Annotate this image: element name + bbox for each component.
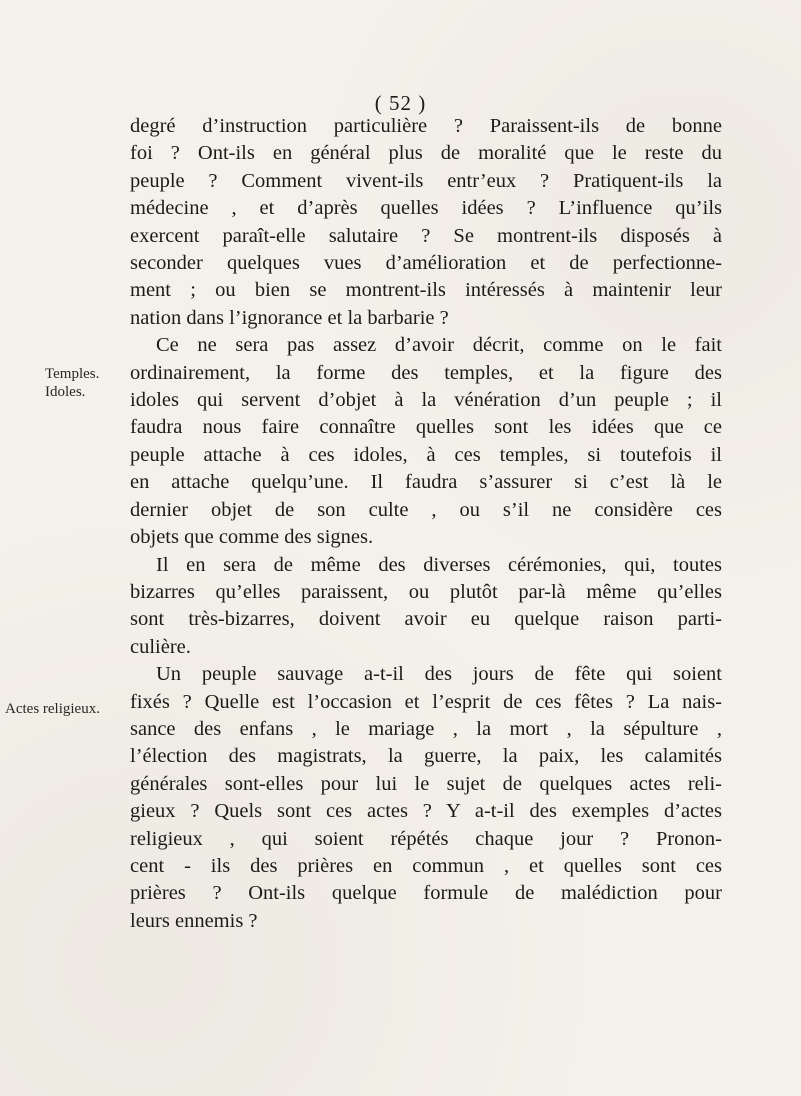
text-line: leurs ennemis ? — [130, 909, 258, 932]
paragraph-4 — [130, 661, 722, 935]
text-line: sont très-bizarres, doivent avoir eu quelque raison parti- — [130, 608, 722, 631]
text-line: médecine , et d’après quelles idées ? L’influence qu’ils — [130, 197, 722, 220]
text-line: idoles qui servent d’objet à la vénération d’un peuple ; il — [130, 389, 722, 412]
text-line: peuple attache à ces idoles, à ces temples, si toutefois il — [130, 443, 722, 466]
text-line: faudra nous faire connaître quelles sont les idées que ce — [130, 416, 722, 439]
text-line: gieux ? Quels sont ces actes ? Y a-t-il des exemples d’actes — [130, 800, 722, 823]
text-line: Un peuple sauvage a-t-il des jours de fête qui soient — [156, 663, 722, 686]
text-line: ordinairement, la forme des temples, et la figure des — [130, 361, 722, 384]
text-line: Il en sera de même des diverses cérémonies, qui, toutes — [156, 553, 722, 576]
text-line: l’élection des magistrats, la guerre, la paix, les calamités — [130, 745, 722, 768]
text-line: bizarres qu’elles paraissent, ou plutôt par-là même qu’elles — [130, 580, 722, 603]
margin-note-temples-idoles — [45, 365, 115, 401]
text-line: exercent paraît-elle salutaire ? Se montrent-ils disposés à — [130, 224, 722, 247]
paragraph-2 — [130, 332, 722, 551]
text-line: générales sont-elles pour lui le sujet de quelques actes reli- — [130, 772, 722, 795]
text-line: dernier objet de son culte , ou s’il ne considère ces — [130, 498, 722, 521]
text-line: peuple ? Comment vivent-ils entr’eux ? Pratiquent-ils la — [130, 169, 722, 192]
margin-note-temples: Temples. — [45, 366, 100, 382]
text-line: cent - ils des prières en commun , et quelles sont ces — [130, 854, 722, 877]
text-line: seconder quelques vues d’amélioration et de perfectionne- — [130, 252, 722, 275]
text-line: ment ; ou bien se montrent-ils intéressés à maintenir leur — [130, 279, 722, 302]
text-line: foi ? Ont-ils en général plus de moralité que le reste du — [130, 142, 722, 165]
text-line: nation dans l’ignorance et la barbarie ? — [130, 306, 449, 329]
margin-note-idoles: Idoles. — [45, 384, 86, 400]
page-number: ( 52 ) — [374, 91, 427, 115]
text-line: objets que comme des signes. — [130, 526, 374, 549]
text-line: en attache quelqu’une. Il faudra s’assurer si c’est là le — [130, 471, 722, 494]
text-line: Ce ne sera pas assez d’avoir décrit, comme on le fait — [156, 334, 722, 357]
margin-note-actes-religieux: Actes religieux. — [5, 701, 100, 717]
text-line: fixés ? Quelle est l’occasion et l’esprit de ces fêtes ? La nais- — [130, 690, 722, 713]
body-text — [130, 113, 722, 935]
text-line: prières ? Ont-ils quelque formule de malédiction pour — [130, 882, 722, 905]
paragraph-1 — [130, 113, 722, 332]
paragraph-3 — [130, 552, 722, 662]
text-line: degré d’instruction particulière ? Paraissent-ils de bonne — [130, 115, 722, 137]
text-line: sance des enfans , le mariage , la mort , la sépulture , — [130, 717, 722, 740]
text-line: religieux , qui soient répétés chaque jour ? Pronon- — [130, 827, 722, 850]
text-line: culière. — [130, 635, 191, 658]
